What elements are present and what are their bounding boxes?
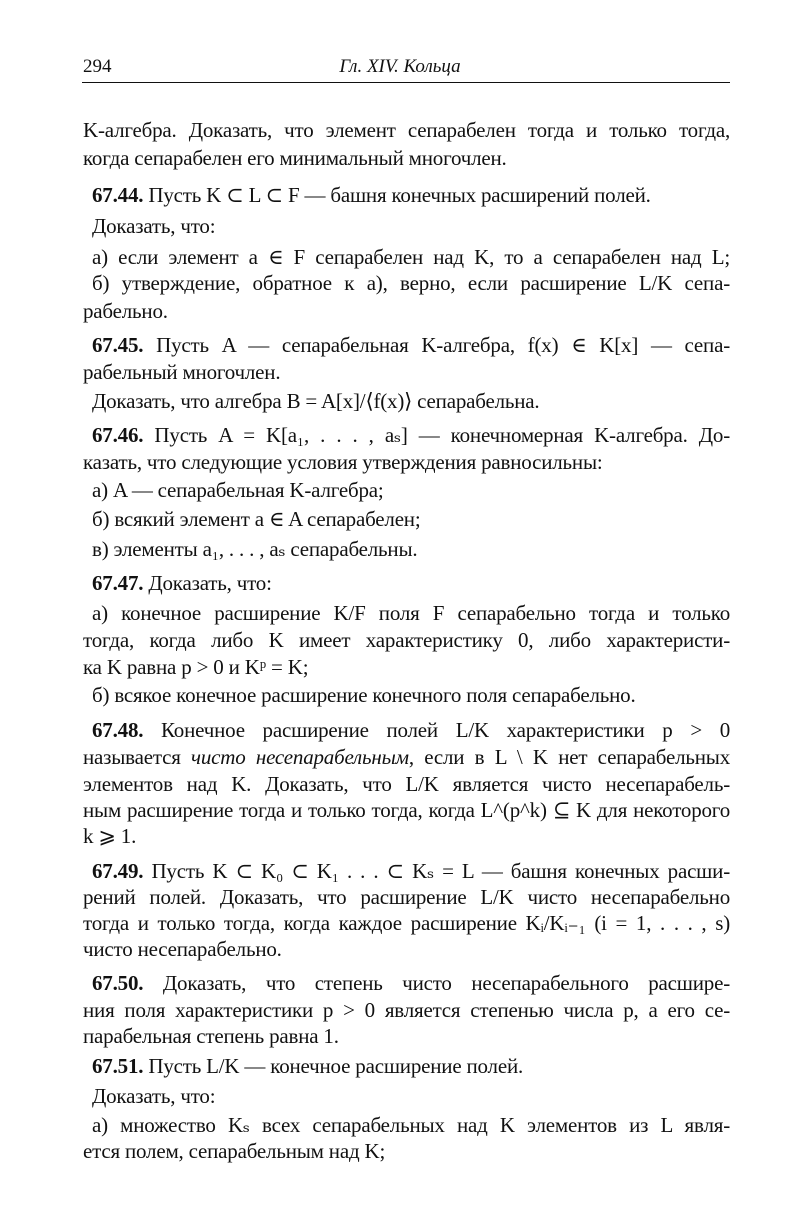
text-line: ния поля характеристики p > 0 является степенью числа p, а его се-: [83, 998, 730, 1022]
exercise-67-48: 67.48. Конечное расширение полей L/K характеристики p > 0: [92, 718, 730, 742]
exercise-number: 67.44.: [92, 183, 144, 207]
text-line: называется чисто несепарабельным, если в L \ K нет сепарабельных: [83, 745, 730, 769]
text-line: казать, что следующие условия утверждения равносильны:: [83, 450, 603, 474]
text-line: когда сепарабелен его минимальный многочлен.: [83, 146, 507, 170]
text-line: б) утверждение, обратное к а), верно, если расширение L/K сепа-: [92, 271, 730, 295]
text-line: а) множество Kₛ всех сепарабельных над K элементов из L явля-: [92, 1113, 730, 1137]
text-line: k ⩾ 1.: [83, 824, 137, 848]
text-line: ется полем, сепарабельным над K;: [83, 1139, 386, 1163]
exercise-number: 67.45.: [92, 333, 144, 357]
exercise-number: 67.46.: [92, 423, 144, 447]
text-line: ка K равна p > 0 и Kᵖ = K;: [83, 655, 309, 679]
text-line: а) конечное расширение K/F поля F сепарабельно тогда и только: [92, 601, 730, 625]
exercise-number: 67.51.: [92, 1054, 144, 1078]
text-line: рений полей. Доказать, что расширение L/K чисто несепарабельно: [83, 885, 730, 909]
defined-term: чисто несепарабельным: [191, 745, 409, 769]
text-line: рабельно.: [83, 299, 168, 323]
text-line: б) всякий элемент a ∈ A сепарабелен;: [92, 507, 421, 531]
text-line: а) если элемент a ∈ F сепарабелен над K, то a сепарабелен над L;: [92, 245, 730, 269]
text-line: Доказать, что:: [92, 214, 216, 238]
text-line: элементов над K. Доказать, что L/K является чисто несепарабель-: [83, 772, 730, 796]
text-line: ным расширение тогда и только тогда, когда L^(p^k) ⊆ K для некоторого: [83, 798, 730, 822]
text-line: парабельная степень равна 1.: [83, 1024, 339, 1048]
exercise-number: 67.47.: [92, 571, 144, 595]
exercise-67-45: 67.45. Пусть A — сепарабельная K-алгебра, f(x) ∈ K[x] — сепа-: [92, 333, 730, 357]
exercise-67-50: 67.50. Доказать, что степень чисто несепарабельного расшире-: [92, 971, 730, 995]
text-line: тогда и только тогда, когда каждое расширение Kᵢ/Kᵢ₋₁ (i = 1, . . . , s): [83, 911, 730, 935]
text-line: чисто несепарабельно.: [83, 937, 282, 961]
exercise-67-49: 67.49. Пусть K ⊂ K₀ ⊂ K₁ . . . ⊂ Kₛ = L — башня конечных расши-: [92, 859, 730, 883]
exercise-67-51: 67.51. Пусть L/K — конечное расширение полей.: [92, 1054, 524, 1078]
text-line: Доказать, что:: [92, 1084, 216, 1108]
running-title: Гл. XIV. Кольца: [339, 56, 461, 77]
exercise-number: 67.50.: [92, 971, 144, 995]
text-line: Доказать, что алгебра B = A[x]/⟨f(x)⟩ сепарабельна.: [92, 389, 540, 413]
exercise-67-44: 67.44. Пусть K ⊂ L ⊂ F — башня конечных расширений полей.: [92, 183, 651, 207]
page-number: 294: [83, 56, 112, 77]
text-line: а) A — сепарабельная K-алгебра;: [92, 478, 384, 502]
header-rule: [82, 82, 730, 83]
exercise-number: 67.48.: [92, 718, 144, 742]
exercise-number: 67.49.: [92, 859, 144, 883]
text-line: б) всякое конечное расширение конечного поля сепарабельно.: [92, 683, 636, 707]
exercise-67-47: 67.47. Доказать, что:: [92, 571, 272, 595]
text-line: рабельный многочлен.: [83, 360, 281, 384]
text-line: тогда, когда либо K имеет характеристику 0, либо характеристи-: [83, 628, 730, 652]
text-line: K-алгебра. Доказать, что элемент сепарабелен тогда и только тогда,: [83, 118, 730, 142]
exercise-67-46: 67.46. Пусть A = K[a₁, . . . , aₛ] — конечномерная K-алгебра. До-: [92, 423, 730, 447]
text-line: в) элементы a₁, . . . , aₛ сепарабельны.: [92, 537, 418, 561]
